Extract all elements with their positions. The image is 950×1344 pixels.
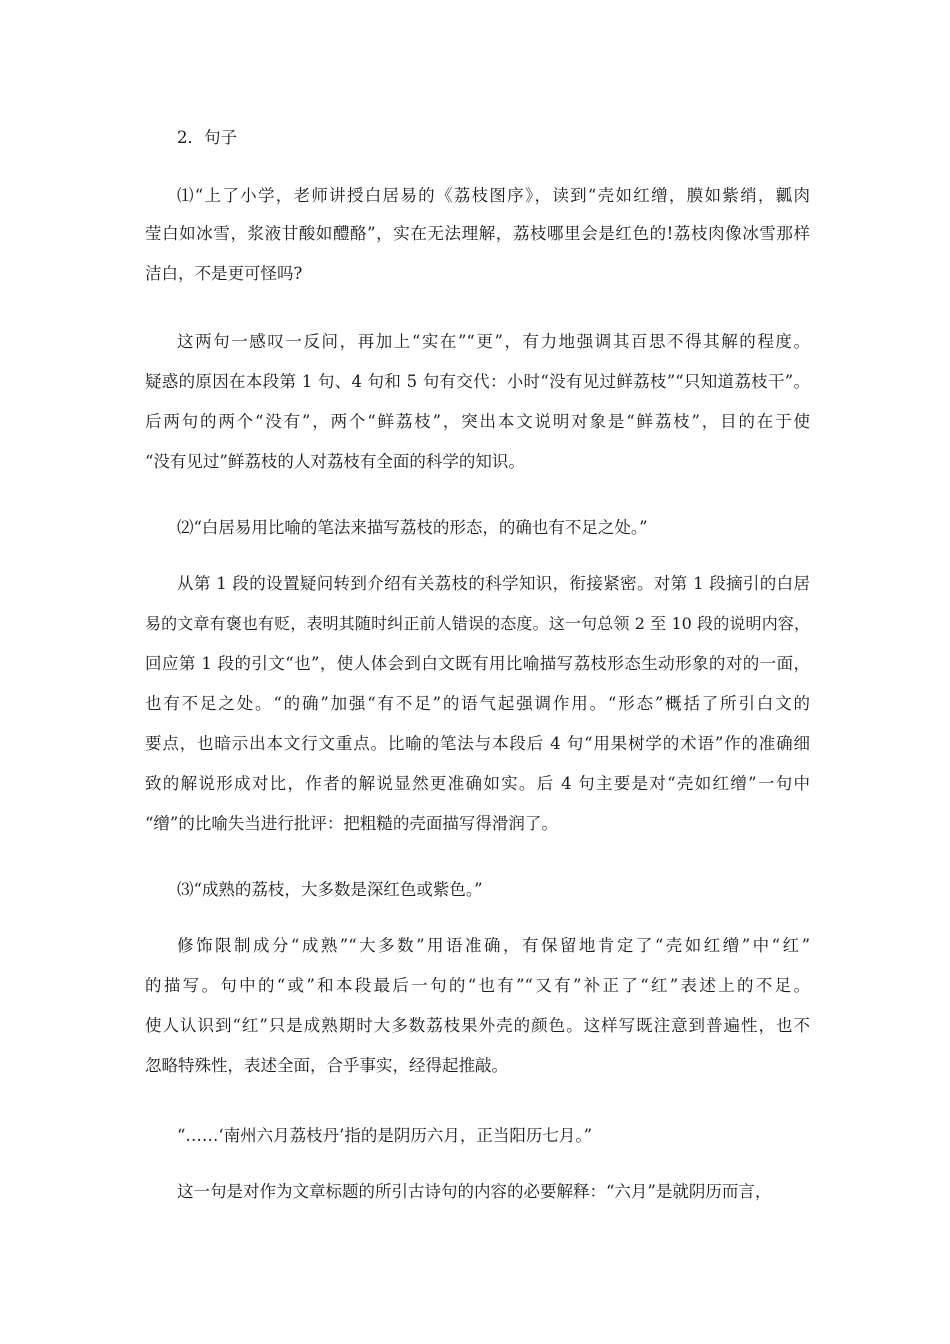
paragraph-4-line-7: “缯”的比喻失当进行批评：把粗糙的壳面描写得滑润了。: [145, 814, 558, 833]
paragraph-2-line-4: “没有见过”鲜荔枝的人对荔枝有全面的科学的知识。: [145, 452, 525, 471]
paragraph-6-line-1: 修饰限制成分“成熟”“大多数”用语准确，有保留地肯定了“壳如红缯”中“红”: [177, 936, 810, 955]
paragraph-1-line-1: ⑴“上了小学，老师讲授白居易的《荔枝图序》，读到“壳如红缯，膜如紫绡，瓤肉: [177, 186, 810, 205]
paragraph-4-line-6: 致的解说形成对比，作者的解说显然更准确如实。后 4 句主要是对“壳如红缯”一句中: [145, 774, 810, 793]
paragraph-6-line-3: 使人认识到“红”只是成熟期时大多数荔枝果外壳的颜色。这样写既注意到普遍性，也不: [145, 1016, 810, 1035]
paragraph-8-line-1: 这一句是对作为文章标题的所引古诗句的内容的必要解释：“六月”是就阴历而言，: [177, 1182, 772, 1201]
paragraph-2-line-1: 这两句一感叹一反问，再加上“实在”“更”，有力地强调其百思不得其解的程度。: [177, 332, 810, 351]
paragraph-2-line-3: 后两句的两个“没有”，两个“鲜荔枝”，突出本文说明对象是“鲜荔枝”，目的在于使: [145, 412, 810, 431]
paragraph-4-line-5: 要点，也暗示出本文行文重点。比喻的笔法与本段后 4 句“用果树学的术语”作的准确细: [145, 734, 810, 753]
paragraph-4-line-4: 也有不足之处。“的确”加强“有不足”的语气起强调作用。“形态”概括了所引白文的: [145, 694, 810, 713]
paragraph-6-line-4: 忽略特殊性，表述全面，合乎事实，经得起推敲。: [145, 1056, 508, 1075]
paragraph-4-line-1: 从第 1 段的设置疑问转到介绍有关荔枝的科学知识，衔接紧密。对第 1 段摘引的白居: [177, 574, 810, 593]
paragraph-4-line-3: 回应第 1 段的引文“也”，使人体会到白文既有用比喻描写荔枝形态生动形象的对的一面，: [145, 654, 810, 673]
paragraph-7-line-1: “……‘南州六月荔枝丹’指的是阴历六月，正当阳历七月。”: [177, 1126, 593, 1145]
section-heading: 2．句子: [177, 128, 237, 147]
paragraph-4-line-2: 易的文章有褒也有贬，表明其随时纠正前人错误的态度。这一句总领 2 至 10 段的说明内容，: [145, 614, 810, 633]
paragraph-6-line-2: 的描写。句中的“或”和本段最后一句的“也有”“又有”补正了“红”表述上的不足。: [145, 976, 810, 995]
paragraph-1-line-3: 洁白，不是更可怪吗?: [145, 264, 303, 283]
paragraph-5-line-1: ⑶“成熟的荔枝，大多数是深红色或紫色。”: [177, 880, 483, 899]
paragraph-2-line-2: 疑惑的原因在本段第 1 句、4 句和 5 句有交代：小时“没有见过鲜荔枝”“只知道荔枝干”。: [145, 372, 810, 391]
paragraph-3-line-1: ⑵“白居易用比喻的笔法来描写荔枝的形态，的确也有不足之处。”: [177, 518, 648, 537]
paragraph-1-line-2: 莹白如冰雪，浆液甘酸如醴酪”，实在无法理解，荔枝哪里会是红色的!荔枝肉像冰雪那样: [145, 224, 810, 243]
